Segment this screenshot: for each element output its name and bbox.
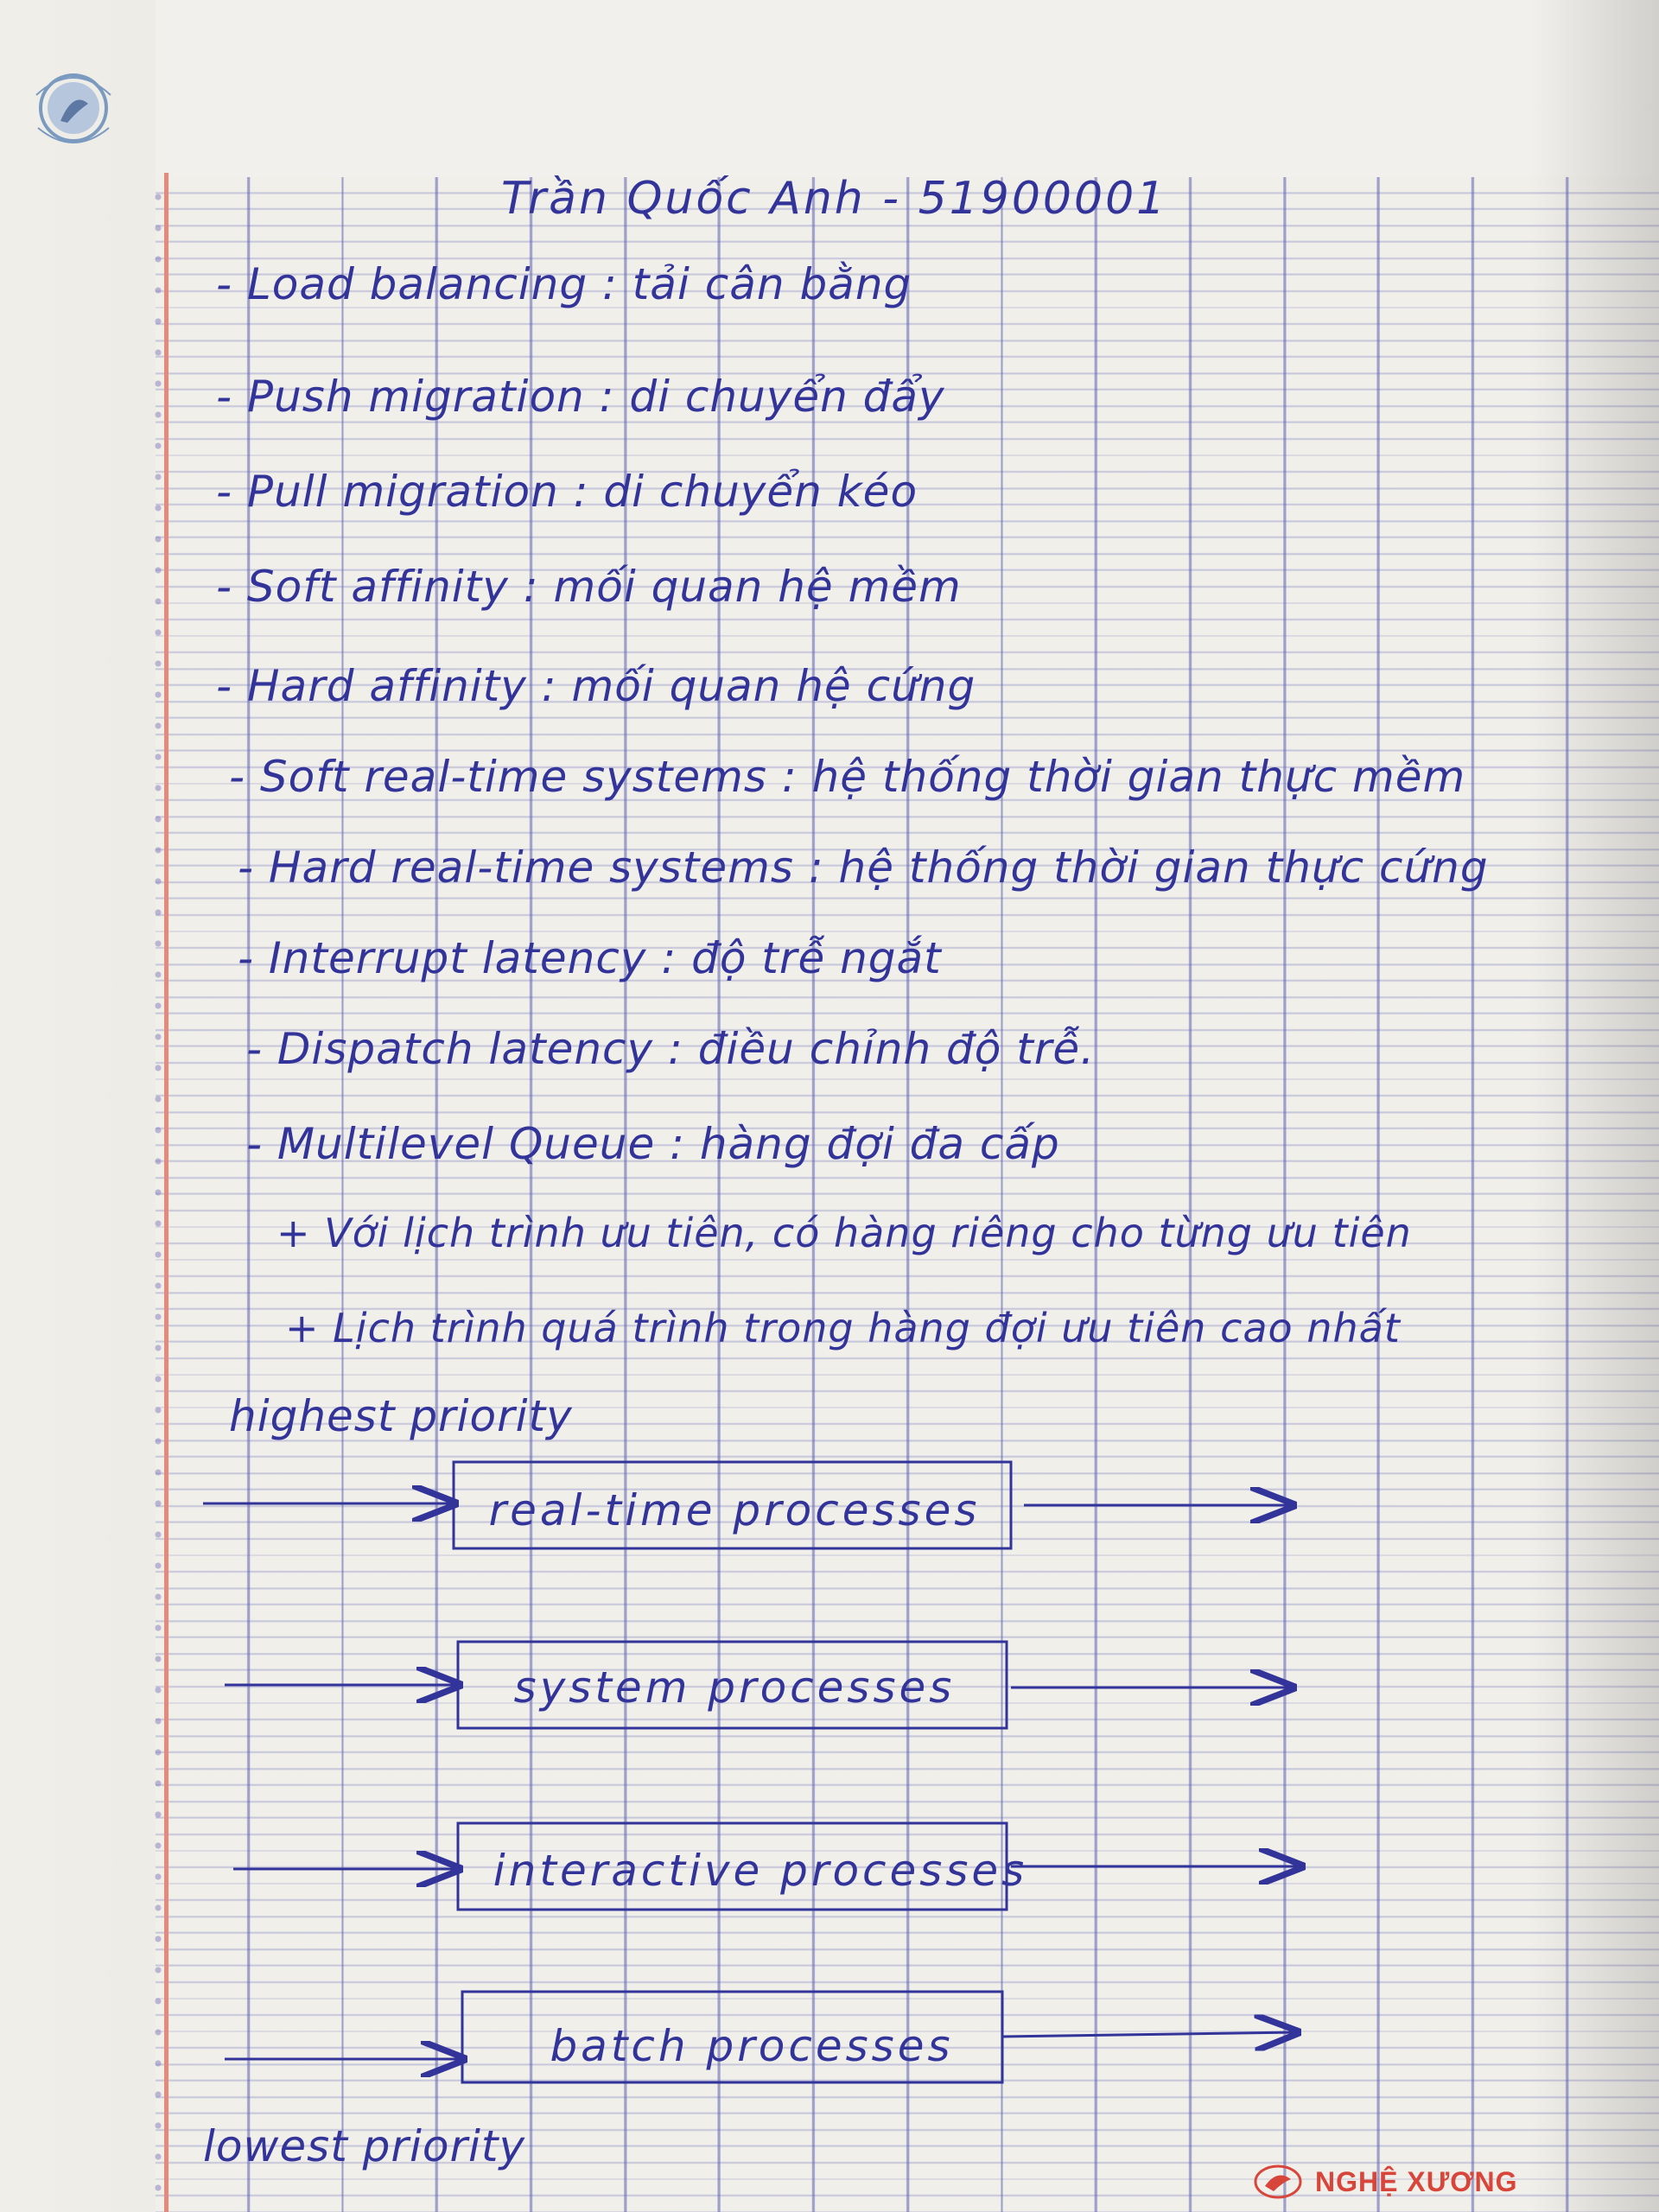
note-line: - Soft affinity : mối quan hệ mềm bbox=[216, 562, 962, 612]
notebook-brand bbox=[1253, 2152, 1529, 2212]
queue-label: system processes bbox=[513, 1662, 956, 1713]
note-line: - Multilevel Queue : hàng đợi đa cấp bbox=[246, 1119, 1060, 1169]
note-line: - Interrupt latency : độ trễ ngắt bbox=[238, 933, 942, 983]
brand-logo-icon bbox=[1253, 2164, 1303, 2200]
sub-note-line: + Với lịch trình ưu tiên, có hàng riêng cho từng ưu tiên bbox=[276, 1210, 1412, 1256]
sub-note-line: + Lịch trình quá trình trong hàng đợi ưu tiên cao nhất bbox=[285, 1305, 1401, 1351]
queue-label: real-time processes bbox=[488, 1485, 981, 1535]
output-arrow bbox=[1002, 2032, 1296, 2037]
note-line: - Dispatch latency : điều chỉnh độ trễ. bbox=[246, 1024, 1096, 1074]
note-line: - Push migration : di chuyển đẩy bbox=[216, 372, 945, 422]
queue-label: interactive processes bbox=[493, 1846, 1028, 1896]
note-line: - Pull migration : di chuyển kéo bbox=[216, 467, 918, 517]
queue-label: batch processes bbox=[550, 2021, 954, 2071]
note-line: - Load balancing : tải cân bằng bbox=[216, 259, 912, 309]
brand-name: NGHỆ XƯƠNG bbox=[1315, 2165, 1518, 2197]
highest-priority-label: highest priority bbox=[229, 1391, 573, 1441]
note-line: - Hard affinity : mối quan hệ cứng bbox=[216, 661, 976, 711]
note-line: - Hard real-time systems : hệ thống thời gian thực cứng bbox=[238, 842, 1489, 893]
note-line: - Soft real-time systems : hệ thống thời gian thực mềm bbox=[229, 752, 1466, 802]
page-title: Trần Quốc Anh - 51900001 bbox=[501, 173, 1168, 225]
lowest-priority-label: lowest priority bbox=[203, 2121, 526, 2171]
